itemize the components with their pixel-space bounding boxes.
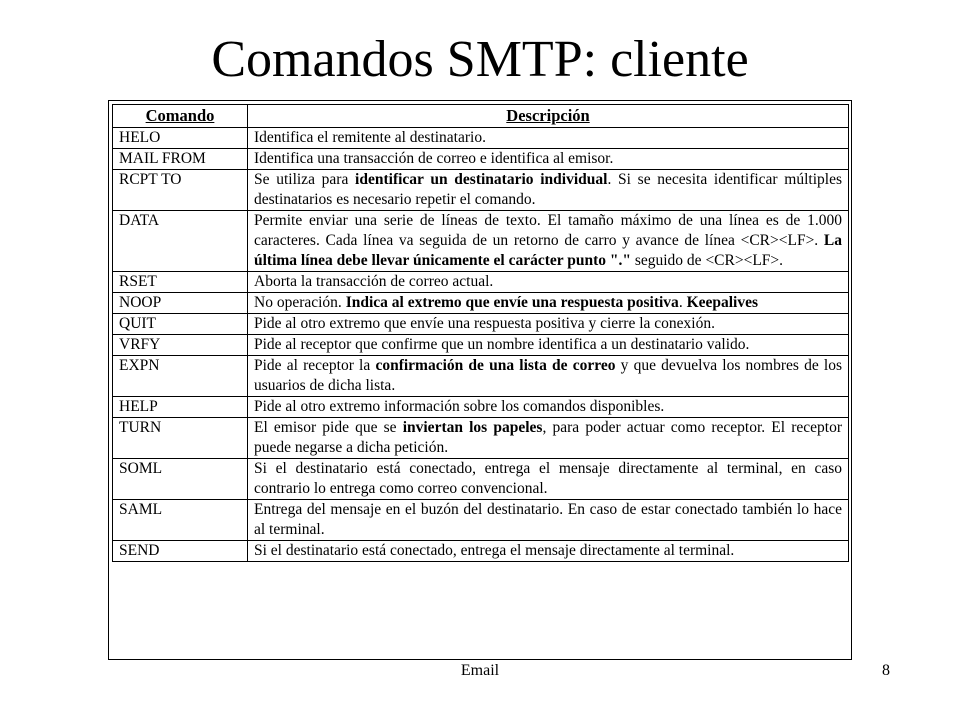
footer-label: Email (460, 662, 500, 679)
command-cell: SAML (113, 500, 248, 541)
table-row (113, 541, 849, 562)
command-cell: HELO (113, 128, 248, 149)
command-cell: VRFY (113, 335, 248, 356)
table-row (113, 397, 849, 418)
table-row (113, 459, 849, 500)
table-row (113, 314, 849, 335)
description-text: Permite enviar una serie de líneas de texto. El tamaño máximo de una línea es de 1.000 caracteres. Cada línea va seguida de un retorno de carro y avance de línea <CR><LF>. (254, 212, 842, 249)
header-description: Descripción (248, 105, 849, 128)
description-cell (248, 459, 849, 500)
description-cell (248, 397, 849, 418)
description-cell (248, 335, 849, 356)
description-text: . Si se necesita identificar múltiples destinatarios es necesario repetir el comando. (254, 171, 842, 208)
description-cell (248, 500, 849, 541)
command-cell: QUIT (113, 314, 248, 335)
command-cell: RCPT TO (113, 170, 248, 211)
description-cell (248, 293, 849, 314)
command-cell: EXPN (113, 356, 248, 397)
description-cell (248, 128, 849, 149)
command-cell: MAIL FROM (113, 149, 248, 170)
slide-title: Comandos SMTP: cliente (211, 31, 749, 88)
description-bold-text: inviertan los papeles (402, 419, 543, 436)
description-text: Si el destinatario está conectado, entrega el mensaje directamente al terminal. (254, 542, 735, 559)
description-text: Pide al otro extremo información sobre los comandos disponibles. (254, 398, 665, 415)
description-cell (248, 541, 849, 562)
description-text: Identifica el remitente al destinatario. (254, 129, 486, 146)
description-bold-text: La última línea debe llevar únicamente el carácter punto "." (254, 232, 842, 269)
description-text: seguido de <CR><LF>. (630, 252, 784, 269)
table-row (113, 293, 849, 314)
description-cell (248, 272, 849, 293)
description-text: Identifica una transacción de correo e identifica al emisor. (254, 150, 614, 167)
page-number: 8 (882, 662, 890, 679)
description-cell (248, 356, 849, 397)
table-row (113, 335, 849, 356)
description-bold-text: identificar un destinatario individual (355, 171, 608, 188)
table-row (113, 170, 849, 211)
description-cell (248, 314, 849, 335)
table-body (113, 128, 849, 562)
description-text: Si el destinatario está conectado, entrega el mensaje directamente al terminal, en caso contrario lo entrega como correo convencional. (254, 460, 842, 497)
description-cell (248, 211, 849, 272)
command-cell: SOML (113, 459, 248, 500)
description-text: Pide al receptor la (254, 357, 376, 374)
description-text: El emisor pide que se (254, 419, 403, 436)
table-row (113, 149, 849, 170)
description-cell (248, 149, 849, 170)
description-cell (248, 170, 849, 211)
description-text: Pide al receptor que confirme que un nombre identifica a un destinatario valido. (254, 336, 750, 353)
command-cell: SEND (113, 541, 248, 562)
description-text: Entrega del mensaje en el buzón del destinatario. En caso de estar conectado también lo hace al terminal. (254, 501, 842, 538)
table-header-row (113, 105, 849, 128)
command-cell: RSET (113, 272, 248, 293)
command-cell: NOOP (113, 293, 248, 314)
smtp-commands-table (112, 104, 849, 562)
table-row (113, 500, 849, 541)
description-text: y que devuelva los nombres de los usuarios de dicha lista. (254, 357, 842, 394)
header-command: Comando (113, 105, 248, 128)
command-cell: DATA (113, 211, 248, 272)
description-text: Se utiliza para (254, 171, 356, 188)
description-text: . (678, 294, 687, 311)
command-cell: HELP (113, 397, 248, 418)
table-row (113, 272, 849, 293)
description-bold-text: Indica al extremo que envíe una respuesta positiva (345, 294, 679, 311)
command-cell: TURN (113, 418, 248, 459)
description-bold-text: confirmación de una lista de correo (375, 357, 616, 374)
table-row (113, 211, 849, 272)
table-row (113, 356, 849, 397)
description-text: No operación. (254, 294, 346, 311)
table-row (113, 128, 849, 149)
description-cell (248, 418, 849, 459)
description-text: Aborta la transacción de correo actual. (254, 273, 494, 290)
description-text: , para poder actuar como receptor. El receptor puede negarse a dicha petición. (254, 419, 842, 456)
table-row (113, 418, 849, 459)
description-text: Pide al otro extremo que envíe una respuesta positiva y cierre la conexión. (254, 315, 715, 332)
description-bold-text: Keepalives (686, 294, 759, 311)
